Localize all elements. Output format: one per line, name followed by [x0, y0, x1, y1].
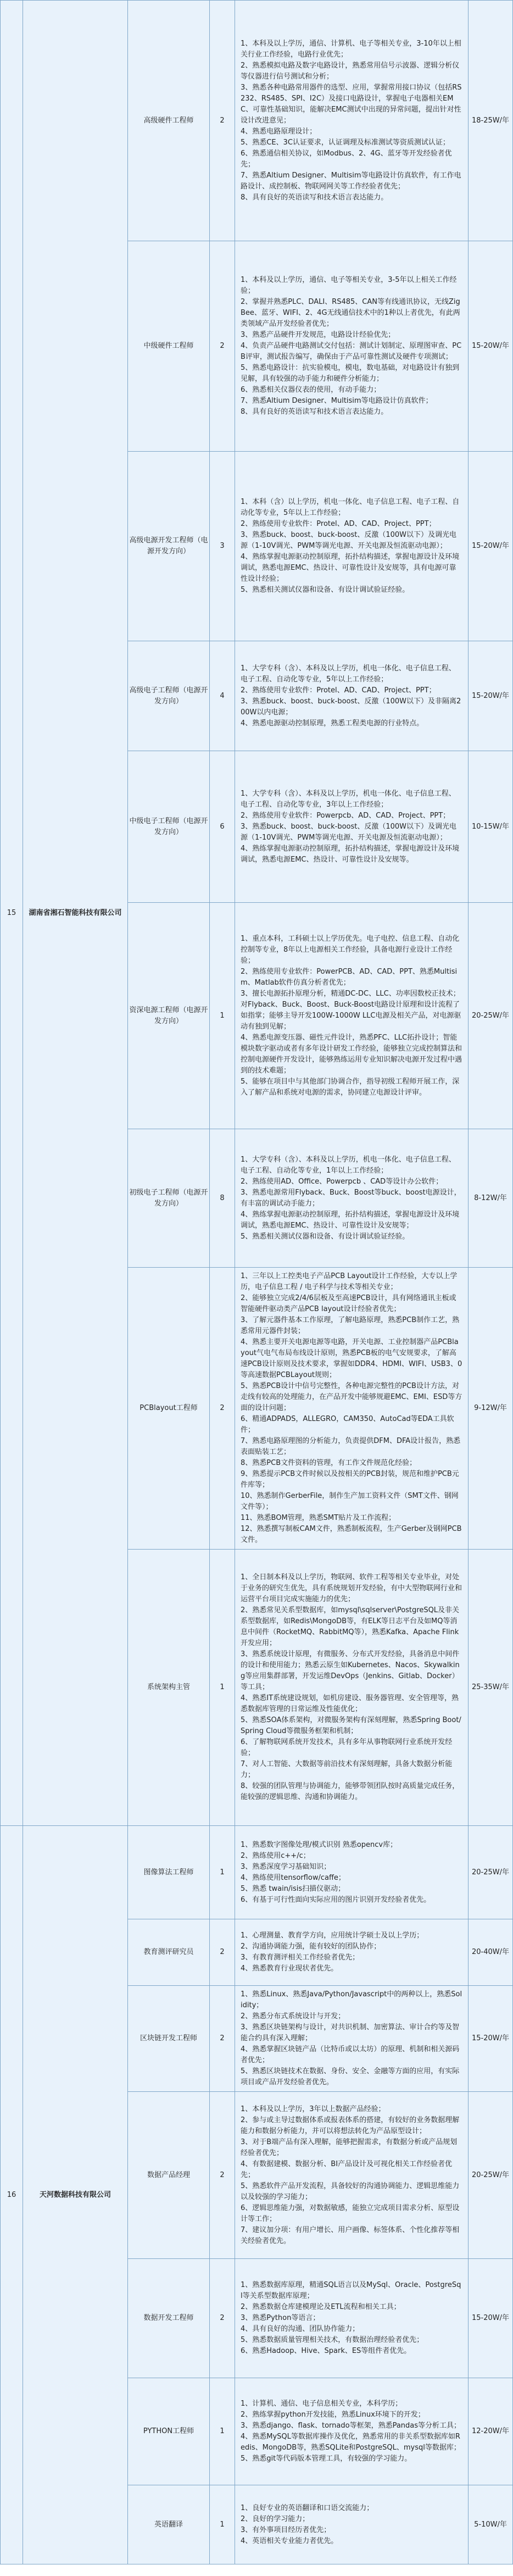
job-salary: 20-25W/年 — [469, 903, 513, 1129]
requirement-line: 1、熟悉Linux、熟悉Java/Python/Javascript中的两种以上，熟悉Solidity； — [241, 1990, 462, 2009]
requirement-line: 5、熟悉 twain/isis扫描仪驱动； — [241, 1884, 345, 1893]
requirement-line: 3、了解元器件基本工作原理，了解电路原理，熟悉PCB制作工艺，熟悉常用元器件封装； — [241, 1316, 460, 1335]
job-salary: 18-25W/年 — [469, 1, 513, 241]
job-salary: 12-20W/年 — [469, 2378, 513, 2485]
company-name: 天河数据科技有限公司 — [23, 1826, 128, 2564]
company-number: 15 — [1, 1, 23, 1826]
job-salary: 5-10W/年 — [469, 2485, 513, 2564]
job-headcount: 2 — [210, 2092, 235, 2259]
requirement-line: 4、熟练掌握电源驱动控制原理，拓扑结构描述，掌握电源设计及环境调试，熟悉电源EMC、热设计、可靠性设计及安规等，具有电源可靠性设计经验； — [241, 553, 460, 583]
requirement-line: 6、熟悉Hadoop、Hive、Spark、ES等组件者优先。 — [241, 2347, 411, 2355]
job-requirements — [235, 1826, 469, 1919]
job-requirements — [235, 2259, 469, 2378]
requirement-line: 6、熟悉通信相关协议，如Modbus、2、4G、蓝牙等开发经验者优先； — [241, 149, 452, 169]
requirement-line: 7、建议加分项：有用户增长、用户画像、标签体系、个性化推荐等相关经验者优先。 — [241, 2225, 460, 2245]
requirement-line: 5、熟悉区块链技术在数据、身份、安全、金融等方面的应用，有实际项目或产品开发经验者优先。 — [241, 2067, 460, 2086]
requirement-line: 2、熟练掌握python开发技能，熟悉Linux环境下的开发； — [241, 2411, 425, 2419]
company-name: 湖南省湘石智能科技有限公司 — [23, 1, 128, 1826]
job-salary: 9-12W/年 — [469, 1268, 513, 1550]
job-title: PCBlayout工程师 — [128, 1268, 210, 1550]
requirement-line: 4、熟练掌握电源驱动控制原理，拓扑结构描述，掌握电源设计及环境调试，熟悉电源EMC、热设计、可靠性设计及安规等； — [241, 1210, 460, 1230]
job-title: 数据开发工程师 — [128, 2259, 210, 2378]
requirement-line: 4、熟悉掌握区块链产品（比特币或以太坊）的原理、机制和相关源码者优先； — [241, 2045, 460, 2064]
requirement-line: 5、熟悉git等代码版本管理工具，有较强的学习能力。 — [241, 2455, 412, 2463]
job-requirements — [235, 1268, 469, 1550]
requirement-line: 4、熟悉电源变压器、磁性元件设计，熟悉PFC、LLC拓扑设计；智能模块数字驱动或者有多年设计研发工作经验，能够独立完成控制算法和控制电源硬件开发设计，能够熟练运用专业知识解决电源开发过程中遇到的技术难题； — [241, 1033, 462, 1075]
job-headcount: 2 — [210, 1, 235, 241]
requirement-line: 6、逻辑思维能力强，对数据敏感，能独立完成项目需求分析、原型设计等工作； — [241, 2203, 460, 2223]
requirement-line: 3、熟悉django、flask、tornado等框架，熟悉Pandas等分析工具； — [241, 2422, 461, 2430]
job-headcount: 4 — [210, 641, 235, 751]
requirement-line: 1、良好专业的英语翻译和口语交流能力； — [241, 2503, 374, 2512]
requirement-line: 1、本科及以上学历，3年以上数据产品经验； — [241, 2105, 386, 2113]
job-requirements — [235, 1986, 469, 2092]
job-title: 中级硬件工程师 — [128, 241, 210, 452]
job-requirements — [235, 1, 469, 241]
job-salary: 15-20W/年 — [469, 452, 513, 641]
requirement-line: 2、熟练使用专业软件：PowerPCB、AD、CAD、PPT、熟悉Multisim、Matlab软件仿真分析者优先； — [241, 967, 458, 987]
job-salary: 15-20W/年 — [469, 241, 513, 452]
requirement-line: 2、参与或主导过数据体系或报表体系的搭建，有较好的业务数据理解能力和数据分析能力，并可以将想法转化为产品原型设计； — [241, 2116, 460, 2135]
requirement-line: 7、熟悉Altium Designer、Multisim等电路设计仿真软件； — [241, 397, 433, 405]
requirement-line: 5、熟悉SOA体系架构，对微服务架构有深刻理解，熟悉Spring Boot/Spring Cloud等微服务框架和机制； — [241, 1716, 461, 1735]
job-requirements — [235, 903, 469, 1129]
job-salary: 20-25W/年 — [469, 2092, 513, 2259]
requirement-line: 3、熟悉区块链架构与设计，对共识机制、加密算法、审计合约等及智能合约具有深入理解； — [241, 2023, 460, 2042]
requirement-line: 4、熟悉主要开关电源电源等电路，开关电源、工业控制器产品PCBlayout气电气布局布线设计原则，熟悉PCB板的电气安规要求，了解高速PCB设计原则及技术要求，掌握如DDR4、HDMI、WIFI、USB3、0等高速数据PCBLayout规则； — [241, 1338, 462, 1379]
job-salary: 20-25W/年 — [469, 1826, 513, 1919]
job-title: 教育测评研究员 — [128, 1919, 210, 1986]
job-headcount: 3 — [210, 452, 235, 641]
job-salary: 10-15W/年 — [469, 751, 513, 903]
job-salary: 15-20W/年 — [469, 641, 513, 751]
requirement-line: 4、有数据建模、数据分析、BI产品设计及可视化相关工作经验者优先； — [241, 2159, 453, 2179]
requirement-line: 6、了解物联网系统开发技术，具有多年从事物联网行业系统开发经验； — [241, 1738, 453, 1757]
requirement-line: 2、熟悉常见关系型数据库，如mysql\sqlserver\PostgreSQL及非关系型数据库，如Redis\MongoDB等，有ELK等日志平台及如MQ等消息中间件（RocketMQ、RabbitMQ等），熟悉Kafka、Apache Flink开发应用； — [241, 1606, 460, 1647]
requirement-line: 1、本科及以上学历，通信、计算机、电子等相关专业，3-10年以上相关行业工作经验，电路行业优先； — [241, 39, 461, 59]
requirement-line: 6、熟悉相关仪器仪表的使用，有动手能力； — [241, 386, 381, 394]
requirement-line: 4、英语相关专业能力者优先。 — [241, 2536, 338, 2545]
requirement-line: 2、熟练使用专业软件：Protel、AD、CAD、Project、PPT； — [241, 686, 436, 695]
requirement-line: 8、熟悉PCB文件资料的管理，有工作文件规范化经验； — [241, 1459, 417, 1467]
requirement-line: 9、熟悉提示PCB文件时候以及按相关的PCB封装，规范和维护PCB元件库等； — [241, 1470, 459, 1489]
job-title: 高级硬件工程师 — [128, 1, 210, 241]
job-title: 英语翻译 — [128, 2485, 210, 2564]
requirement-line: 5、熟悉软件产品开发流程，具备较好的沟通协调能力、逻辑思维能力以及较强的学习能力； — [241, 2181, 460, 2201]
requirement-line: 7、熟悉电路原理图的分析能力，负责提供DFM、DFA设计报告，熟悉表面贴装工艺； — [241, 1437, 461, 1456]
job-requirements — [235, 641, 469, 751]
job-headcount: 1 — [210, 2378, 235, 2485]
requirement-line: 1、熟悉数据库原理，精通SQL语言以及MySql、Oracle、PostgreSql等关系型数据库原理； — [241, 2281, 461, 2300]
requirement-line: 2、能够独立完成2/4/6层板及至高速PCB设计，具有网络通讯主板或智能硬件驱动类产品PCB layout设计经验者优先； — [241, 1294, 456, 1313]
requirement-line: 4、具有良好的沟通、团队协作能力； — [241, 2325, 360, 2333]
requirement-line: 3、熟悉buck、boost、buck-boost、反激（100W以下）及调光电源（1-10V调光、PWM等调光电源、开关电源及恒流驱动电源）； — [241, 822, 457, 842]
job-headcount: 6 — [210, 751, 235, 903]
requirement-line: 5、能够在项目中与其他部门协调合作，指导初级工程师开展工作，深入了解产品和系统对电源的需求，协同建立电源设计评审。 — [241, 1077, 460, 1097]
requirement-line: 1、本科（含）以上学历，机电一体化、电子信息工程、电子工程、自动化等专业，5年以上工作经验； — [241, 498, 460, 517]
requirement-line: 3、对于B端产品有深入理解，能够把握需求，有数据分析或产品规划经验者优先； — [241, 2138, 458, 2157]
requirement-line: 3、熟悉buck、boost、buck-boost、反激（100W以下）及调光电源（1-10V调光、PWM等调光电源、开关电源及恒流驱动电源）； — [241, 531, 457, 550]
requirement-line: 10、熟悉制作GerberFile，制作生产加工资料文件（SMT文件、钢网文件等）； — [241, 1492, 459, 1511]
requirement-line: 2、熟练使用专业软件：Powerpcb、AD、CAD、Project、PPT； — [241, 811, 450, 820]
requirement-line: 1、大学专科（含）、本科及以上学历，机电一体化、电子信息工程、电子工程、自动化等专业，5年以上工作经验； — [241, 664, 456, 684]
requirement-line: 1、心理测量、教育学方向，应用统计学硕士及以上学历； — [241, 1931, 424, 1940]
job-headcount: 8 — [210, 1129, 235, 1268]
requirement-line: 1、大学专科（含）、本科及以上学历，机电一体化、电子信息工程、电子工程、自动化等专业，3年以上工作经验； — [241, 789, 456, 809]
job-title: 中级电子工程师（电源开发方向） — [128, 751, 210, 903]
requirement-line: 6、有基于可行性面向实际应用的图片识别开发经验者优先。 — [241, 1895, 431, 1904]
requirement-line: 4、熟练掌握电源驱动控制原理，拓扑结构描述，掌握电源设计及环境调试，熟悉电源EMC、热设计、可靠性设计及安规等。 — [241, 844, 460, 864]
requirement-line: 5、熟悉数据质量管理相关技术，有数据治理经验者优先； — [241, 2336, 424, 2344]
requirement-line: 2、熟悉分布式系统设计与开发； — [241, 2012, 345, 2020]
requirement-line: 3、有外事项目经历者优先； — [241, 2525, 331, 2534]
requirement-line: 3、擅长电源拓扑原理分析，精通DC-DC、LLC、功率因数校正技术；对Flyback、Buck、Boost、Buck-Boost电路设计原理和设计流程了如指掌；能够主导开发100W-1000W LLC电源及相关产品，对电源驱动有独到见解； — [241, 989, 461, 1031]
job-title: 高级电源开发工程师（电源开发方向） — [128, 452, 210, 641]
job-title: 初级电子工程师（电源开发方向） — [128, 1129, 210, 1268]
requirement-line: 3、熟悉电源常用Flyback、Buck、Boost等buck、boost电源设计，有丰富的调试动手能力； — [241, 1188, 461, 1208]
requirement-line: 4、负责产品硬件电路测试交付包括：测试计划制定、原理图审查、PCB评审，测试报告编写，确保由于产品可靠性测试及硬件专项测试； — [241, 342, 462, 361]
requirement-line: 2、熟悉数据仓库建模理论及ETL流程和相关工具； — [241, 2303, 401, 2311]
requirement-line: 1、三年以上工控类电子产品PCB Layout设计工作经验，大专以上学历，电子信息工程 / 电子科学与技术等相关专业； — [241, 1272, 458, 1291]
requirement-line: 2、熟练使用专业软件：Protel、AD、CAD、Project、PPT； — [241, 520, 436, 528]
job-headcount: 1 — [210, 2485, 235, 2564]
requirement-line: 3、熟悉Python等语言； — [241, 2314, 320, 2322]
requirement-line: 4、熟悉电源驱动控制原理，熟悉工程类电源的行业特点。 — [241, 719, 424, 728]
requirement-line: 4、熟悉IT系统建设规划，如机房建设、服务器管理、安全管理等，熟悉数据库管理的日常运维及性能优化； — [241, 1694, 459, 1713]
requirement-line: 4、熟练使用tensorflow/caffe； — [241, 1873, 345, 1882]
requirement-line: 5、熟悉PCB设计中信号完整性，各种电源完整性的PCB设计方法，对走线有较高的处理能力，在产品开发中能够规避EMC、EMI、ESD等方面的设计问题； — [241, 1382, 462, 1412]
job-title: 高级电子工程师（电源开发方向） — [128, 641, 210, 751]
requirement-line: 7、对人工智能、大数据等前沿技术有深刻理解，具备大数据分析能力； — [241, 1760, 453, 1779]
requirement-line: 3、熟悉各种电路常用器件的选型、应用，掌握常用接口协议（包括RS232、RS485、SPI、I2C）及接口电路设计，掌握电子电器相关EMC、可靠性基础知识，能解决EMC测试中出现的异常问题，提出针对性设计改进意见； — [241, 83, 462, 125]
job-row — [1, 1, 513, 241]
requirement-line: 6、精通ADPADS，ALLEGRO，CAM350、AutoCad等EDA工具软件； — [241, 1415, 454, 1434]
requirement-line: 5、熟悉CE、3C认证要求，认证调理及标准测试等资质测试认证； — [241, 138, 450, 147]
requirement-line: 1、计算机、通信、电子信息相关专业，本科学历； — [241, 2400, 403, 2408]
requirement-line: 2、熟练使用AD、Office、Powerpcb 、CAD等设计办公软件； — [241, 1177, 443, 1186]
job-headcount: 1 — [210, 1550, 235, 1826]
job-headcount: 2 — [210, 1268, 235, 1550]
job-requirements — [235, 751, 469, 903]
job-headcount: 2 — [210, 1986, 235, 2092]
requirement-line: 1、重点本科，工科硕士以上学历优先。电子电控、信息工程、自动化控制等专业，8年以上电源相关工作经验，具备电源行业设计工作经验； — [241, 934, 460, 965]
requirement-line: 2、沟通协调能力强，能有较好的团队协作； — [241, 1942, 381, 1951]
job-title: 系统架构主管 — [128, 1550, 210, 1826]
requirement-line: 1、本科及以上学历，通信、电子等相关专业，3-5年以上相关工作经验； — [241, 276, 457, 295]
requirement-line: 2、良好的学习能力； — [241, 2514, 310, 2523]
requirement-line: 3、熟悉buck、boost、buck-boost、反激（100W以下）及非隔离200W以内电源； — [241, 697, 461, 717]
job-salary: 20-40W/年 — [469, 1919, 513, 1986]
job-salary: 8-12W/年 — [469, 1129, 513, 1268]
job-requirements — [235, 241, 469, 452]
job-row — [1, 1826, 513, 1919]
requirement-line: 4、熟悉教育行业现状者优先。 — [241, 1964, 338, 1973]
requirement-line: 3、熟悉系统设计原理，有微服务、分布式开发经验，具备消息中间件的设计和使用能力；熟悉云原生如Kubernetes、Nacos、Skywalking等应用集群部署，开发运维DevOps（Jenkins、Gitlab、Docker）等工具； — [241, 1650, 460, 1691]
job-headcount: 1 — [210, 1826, 235, 1919]
requirement-line: 4、熟悉MySQL等数据库操作及优化，熟悉常用的非关系型数据库如Redis、MongoDB等，熟悉SQLite和PostgreSQL、mysql等数据库； — [241, 2433, 461, 2452]
job-title: 区块链开发工程师 — [128, 1986, 210, 2092]
requirement-line: 8、较强的团队管理与协调能力，能够带领团队按时高质量完成任务，能较强的逻辑思维、沟通和协调能力。 — [241, 1782, 460, 1801]
job-requirements — [235, 1129, 469, 1268]
requirement-line: 5、熟悉相关测试仪器和设备、有设计调试验证经验。 — [241, 1232, 410, 1241]
job-requirements — [235, 2092, 469, 2259]
job-headcount: 2 — [210, 2259, 235, 2378]
requirement-line: 1、熟悉数字图像处理/模式识别 熟悉opencv库； — [241, 1840, 398, 1849]
job-requirements — [235, 452, 469, 641]
requirement-line: 11、熟悉BOM管理，熟悉SMT贴片及工作流程； — [241, 1514, 396, 1522]
job-title: PYTHON工程师 — [128, 2378, 210, 2485]
requirement-line: 1、大学专科（含）、本科及以上学历，机电一体化、电子信息工程、电子工程、自动化等专业，1年以上工作经验； — [241, 1155, 456, 1175]
job-requirements — [235, 2378, 469, 2485]
requirement-line: 3、熟悉产品硬件开发规范，电路设计经验优先； — [241, 331, 395, 339]
requirement-line: 5、熟悉相关测试仪器和设备、有设计调试验证经验。 — [241, 586, 410, 594]
requirement-line: 2、熟悉模拟电路及数字电路设计，熟悉常用信号示波器、逻辑分析仪等仪器进行信号测试和分析； — [241, 61, 460, 81]
job-salary: 15-20W/年 — [469, 1986, 513, 2092]
requirement-line: 8、具有良好的英语读写和技术语言表达能力。 — [241, 408, 388, 416]
job-headcount: 2 — [210, 1919, 235, 1986]
job-title: 数据产品经理 — [128, 2092, 210, 2259]
requirement-line: 2、熟练使用c++/c； — [241, 1851, 310, 1860]
requirement-line: 5、熟悉电路设计：抗实验模电，模电，数电基础，对电路设计有独到见解，具有较强的动手能力和硬件分析能力； — [241, 364, 460, 383]
job-requirements — [235, 1919, 469, 1986]
job-headcount: 1 — [210, 903, 235, 1129]
job-salary: 25-35W/年 — [469, 1550, 513, 1826]
job-headcount: 2 — [210, 241, 235, 452]
job-title: 图像算法工程师 — [128, 1826, 210, 1919]
requirement-line: 12、熟悉撰写制板CAM文件，熟悉制板流程，生产Gerber及钢网PCB文件。 — [241, 1525, 462, 1544]
job-table-body — [1, 1, 513, 2564]
requirement-line: 3、熟悉深度学习基础知识； — [241, 1862, 331, 1871]
job-requirements — [235, 2485, 469, 2564]
job-salary: 15-20W/年 — [469, 2259, 513, 2378]
job-requirements — [235, 1550, 469, 1826]
requirement-line: 2、掌握并熟悉PLC、DALI、RS485、CAN等有线通讯协议，无线ZigBee、蓝牙、WIFI、2、4G无线通信技术中的1种以上者优先，有此两类领域产品开发经验者优先； — [241, 298, 460, 328]
requirement-line: 4、熟悉电路原理设计； — [241, 127, 317, 136]
requirement-line: 1、全日制本科及以上学历，物联网、软件工程等相关专业毕业，对处于业务的研究生优先，具有系统规划开发经验，有中大型物联网行业和运营平台项目完成实施能力的优先； — [241, 1573, 462, 1603]
requirement-line: 7、熟悉Altium Designer、Multisim等电路设计仿真软件，有工作电路设计、成控制板、物联网网关等工作经验者优先； — [241, 171, 461, 191]
job-title: 资深电源工程师（电源开发方向） — [128, 903, 210, 1129]
company-number: 16 — [1, 1826, 23, 2564]
requirement-line: 3、有教育测评相关工作经验者优先； — [241, 1953, 360, 1962]
requirement-line: 8、具有良好的英语读写和技术语言表达能力。 — [241, 193, 388, 202]
